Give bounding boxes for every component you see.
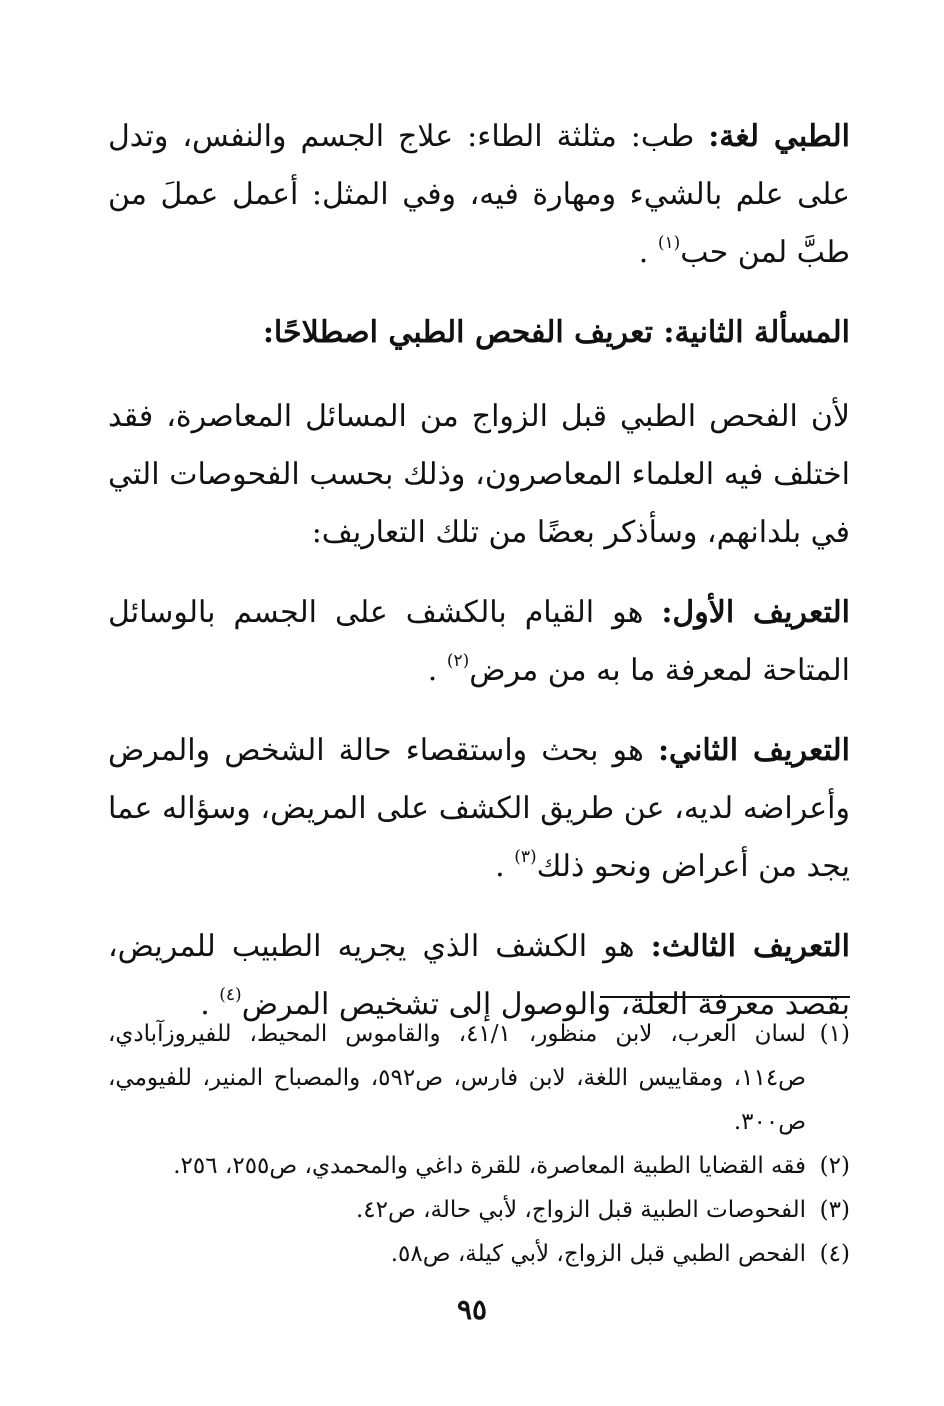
footnote-item (108, 1188, 850, 1232)
footnote-number: (١) (819, 1021, 850, 1047)
footnote-item (108, 1012, 850, 1144)
definition-end: . (495, 849, 515, 884)
definition-end: . (200, 987, 220, 1022)
footnote-number: (٤) (819, 1241, 850, 1267)
footnote-reference[interactable]: (١) (657, 233, 681, 253)
term-label: التعريف الثاني: (657, 733, 850, 768)
footnote-text: فقه القضايا الطبية المعاصرة، للقرة داغي والمحمدي، ص٢٥٥، ٢٥٦. (173, 1153, 806, 1179)
paragraph-text: طب: مثلثة الطاء: علاج الجسم والنفس، وتدل على علم بالشيء ومهارة فيه، وفي المثل: أعمل عملَ من طبَّ لمن حب (108, 119, 850, 270)
paragraph-linguistic-definition (108, 108, 850, 282)
footnote-item (108, 1144, 850, 1188)
definition-first (108, 584, 850, 700)
paragraph-intro: لأن الفحص الطبي قبل الزواج من المسائل المعاصرة، فقد اختلف فيه العلماء المعاصرون، وذلك بحسب الفحوصات التي في بلدانهم، وسأذكر بعضًا من تلك التعاريف: (108, 399, 850, 550)
footnote-item (108, 1232, 850, 1276)
footnote-reference[interactable]: (٢) (446, 651, 470, 671)
footnote-text: لسان العرب، لابن منظور، ٤١/١، والقاموس المحيط، للفيروزآبادي، ص١١٤، ومقاييس اللغة، لابن فارس، ص٥٩٢، والمصباح المنير، للفيومي، ص٣٠٠. (108, 1021, 806, 1135)
footnotes (108, 1012, 850, 1276)
term-label: التعريف الأول: (661, 595, 850, 630)
term-label: التعريف الثالث: (650, 929, 850, 964)
page-body (108, 108, 850, 1056)
section-heading: المسألة الثانية: تعريف الفحص الطبي اصطلاحًا: (262, 315, 850, 350)
footnote-reference[interactable]: (٣) (514, 847, 537, 867)
footnote-number: (٣) (819, 1197, 850, 1223)
definition-end: . (427, 653, 447, 688)
footnote-text: الفحوصات الطبية قبل الزواج، لأبي حالة، ص٤٢. (355, 1197, 806, 1223)
footnote-number: (٢) (819, 1153, 850, 1179)
definition-second (108, 722, 850, 896)
footnote-divider (600, 996, 850, 998)
page-number: ٩٥ (456, 1293, 488, 1326)
definition-text: هو الكشف الذي يجريه الطبيب للمريض، بقصد معرفة العلة، والوصول إلى تشخيص المرض (108, 929, 850, 1022)
footnote-text: الفحص الطبي قبل الزواج، لأبي كيلة، ص٥٨. (390, 1241, 806, 1267)
definition-text: هو بحث واستقصاء حالة الشخص والمرض وأعراضه لديه، عن طريق الكشف على المريض، وسؤاله عما يجد من أعراض ونحو ذلك (108, 733, 850, 884)
term-label: الطبي لغة: (708, 119, 851, 154)
footnote-reference[interactable]: (٤) (219, 985, 242, 1005)
paragraph-end: . (638, 235, 658, 270)
definition-text: هو القيام بالكشف على الجسم بالوسائل المتاحة لمعرفة ما به من مرض (108, 595, 850, 688)
